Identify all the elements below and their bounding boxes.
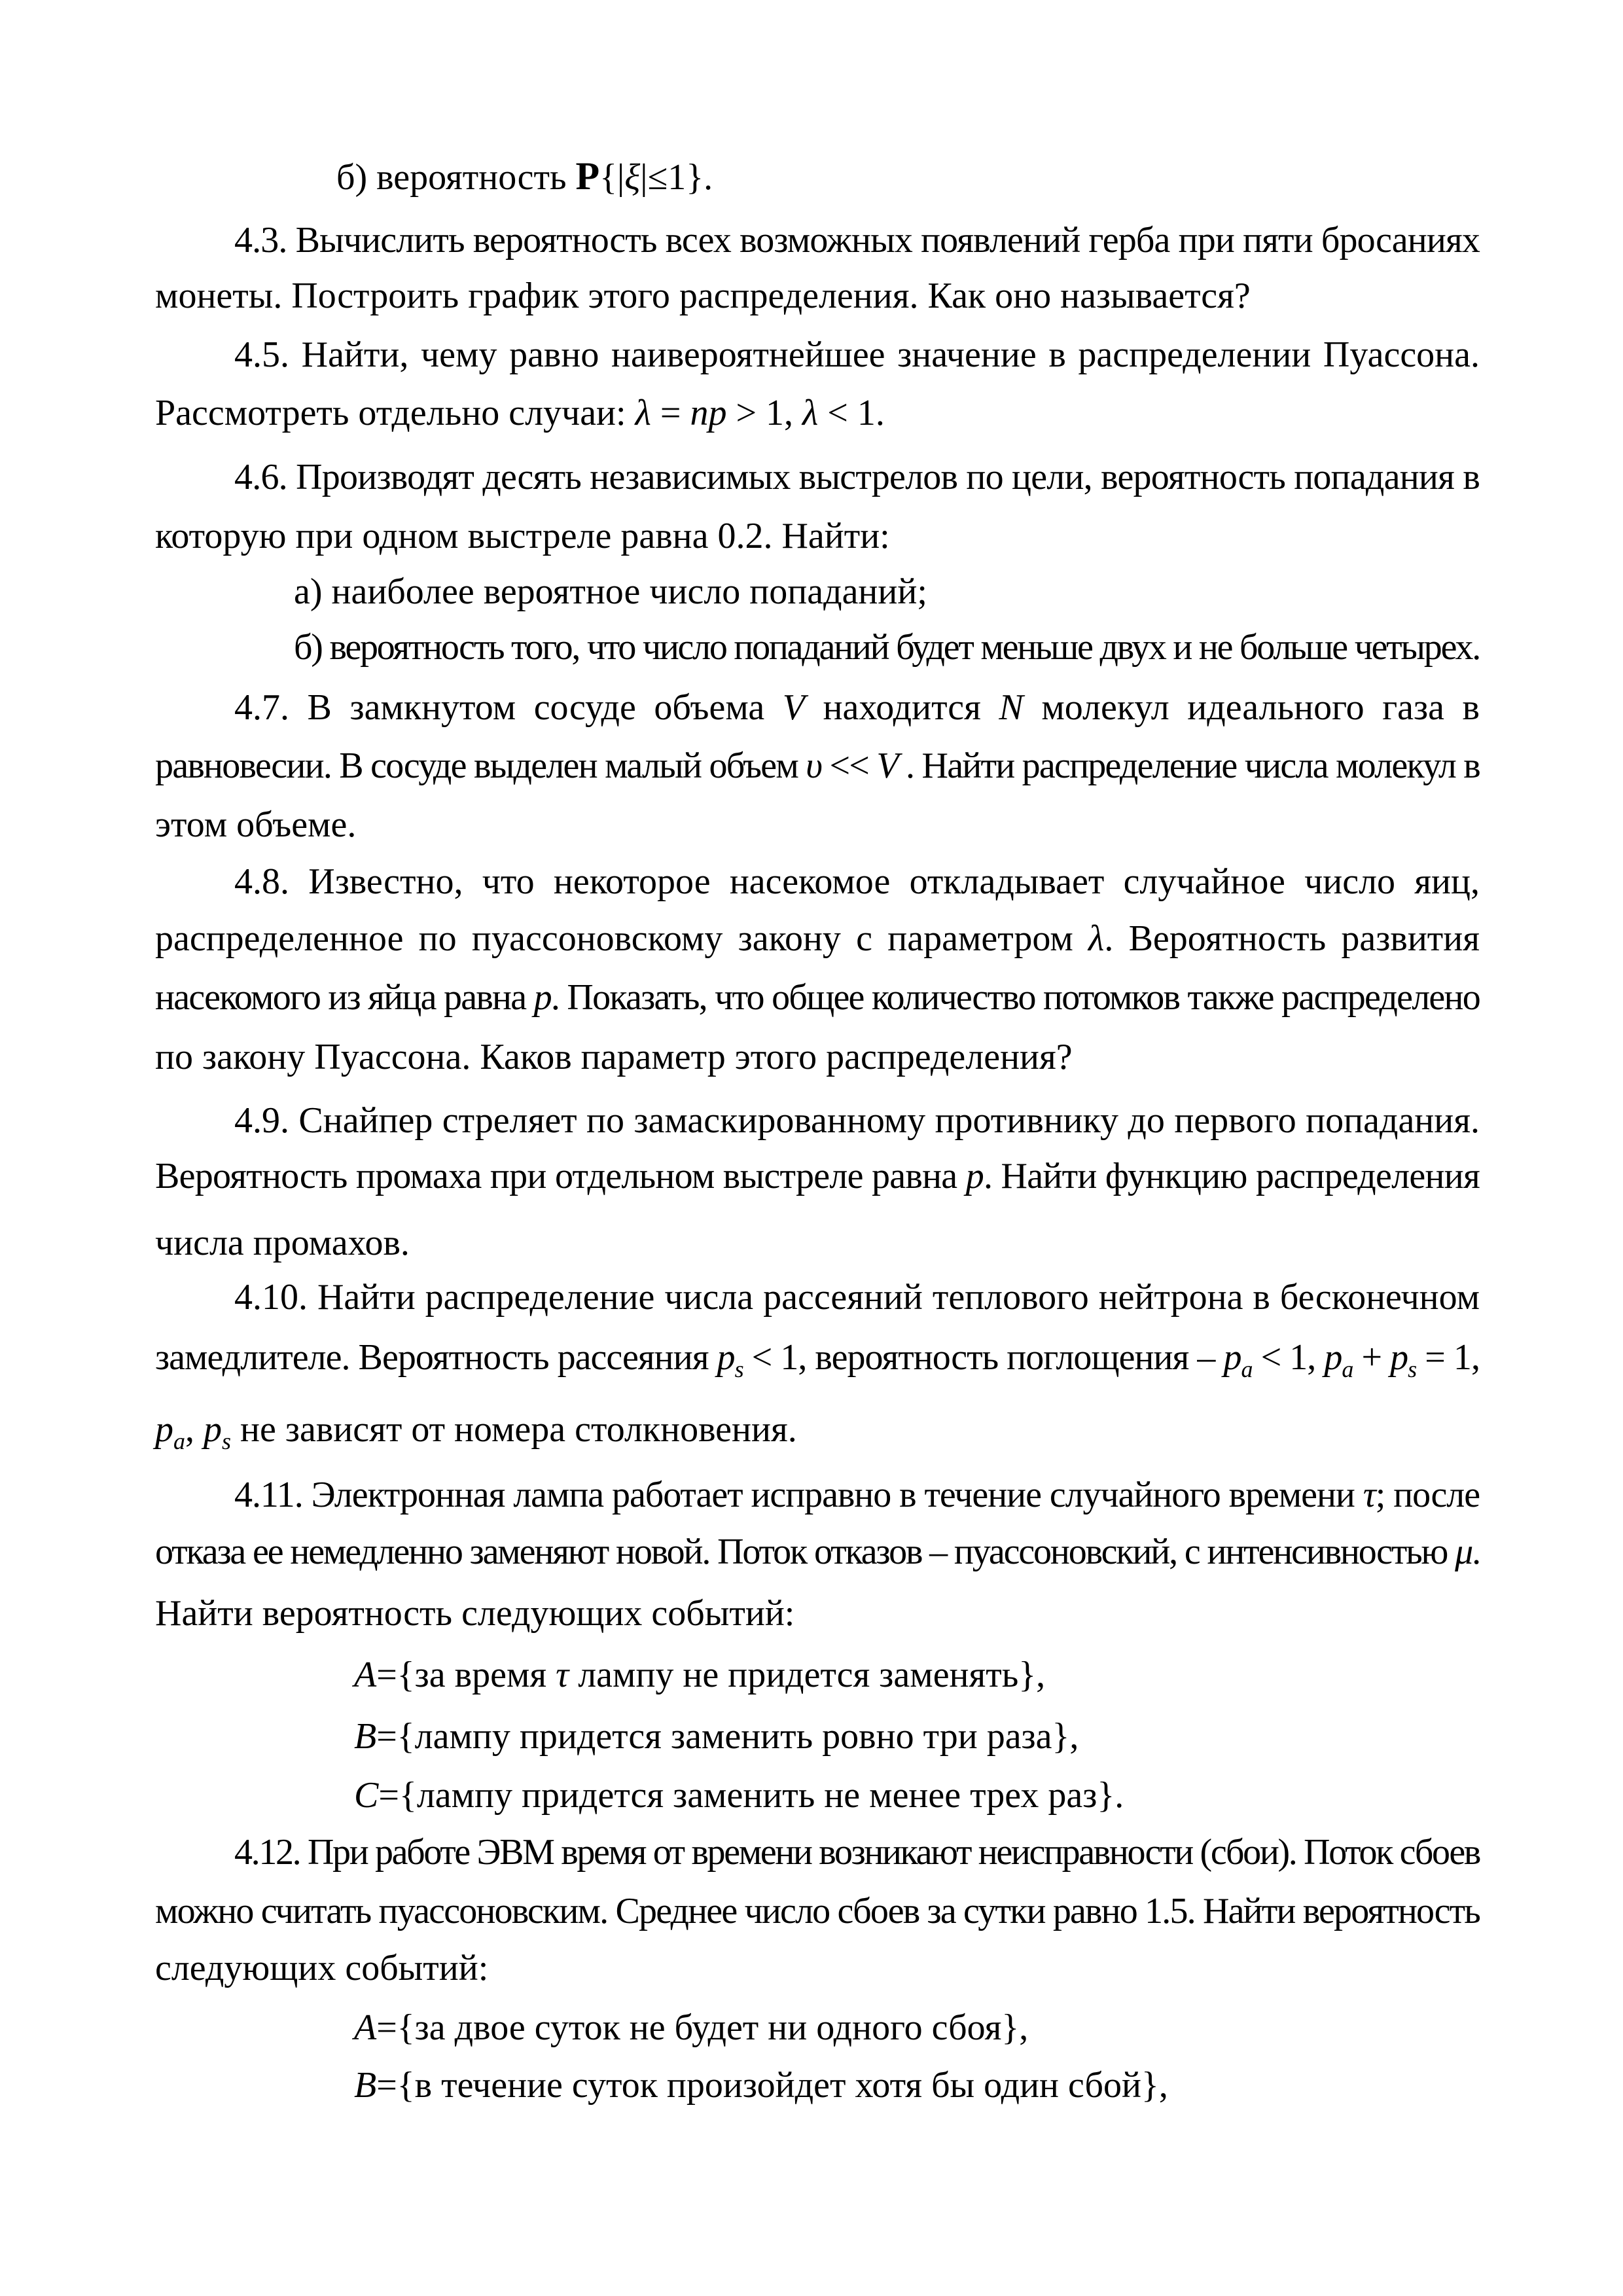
math-symbol: p [965, 1156, 984, 1196]
text-line [155, 802, 1480, 848]
text-line-content [155, 1223, 410, 1263]
text-line [354, 1713, 1480, 1759]
text-line [354, 2062, 1480, 2108]
text-line [336, 154, 1480, 200]
math-symbol: A [354, 1655, 377, 1695]
text-line-content [155, 393, 885, 433]
text-run: 4.5. Найти, чему равно наивероятнейшее значение в распределении Пуассона. [234, 334, 1480, 375]
text-run: > 1, [726, 393, 803, 433]
text-line-content [234, 687, 1480, 728]
text-line-content [155, 1337, 1480, 1382]
text-line-content [155, 918, 1480, 959]
text-run: б) вероятность [336, 157, 576, 198]
text-run: {| [599, 157, 625, 198]
text-run: = 1, [1416, 1337, 1480, 1378]
math-variable [717, 1337, 743, 1382]
text-line-content [234, 861, 1480, 902]
text-line-content [354, 2007, 1028, 2048]
text-run: 4.12. При работе ЭВМ время от времени возникают неисправности (сбои). Поток сбоев [234, 1832, 1480, 1873]
text-run: . Вероятность развития [1104, 918, 1480, 959]
text-line [155, 1945, 1480, 1991]
text-run: монеты. Построить график этого распределения. Как оно называется? [155, 276, 1251, 316]
math-symbol: p [1390, 1337, 1408, 1378]
text-line [234, 217, 1480, 263]
text-line [234, 1829, 1480, 1875]
text-line-content [155, 745, 1480, 786]
text-run: а) наиболее вероятное число попаданий; [294, 571, 927, 612]
text-run: . Найти распределение числа молекул в [897, 745, 1480, 786]
math-subscript: s [734, 1356, 743, 1382]
text-run: Найти вероятность следующих событий: [155, 1593, 795, 1634]
text-run: ; после [1375, 1475, 1480, 1515]
text-line [155, 916, 1480, 961]
math-variable [783, 687, 805, 728]
math-subscript: a [173, 1428, 185, 1454]
text-run: |≤1}. [640, 157, 713, 198]
text-run: = [651, 393, 690, 433]
text-line-content [234, 220, 1480, 260]
text-line-content [294, 627, 1480, 668]
math-symbol: λ [635, 393, 651, 433]
text-run: лампу не придется заменять}, [569, 1655, 1046, 1695]
math-variable [534, 977, 551, 1018]
math-symbol: np [690, 393, 727, 433]
math-variable [966, 1156, 984, 1196]
text-line [155, 1220, 1480, 1266]
text-run: замедлителе. Вероятность рассеяния [155, 1337, 717, 1378]
text-line [155, 1335, 1480, 1380]
text-run: по закону Пуассона. Каков параметр этого распределения? [155, 1037, 1073, 1077]
text-line-content [234, 1475, 1480, 1515]
math-variable [806, 745, 821, 786]
text-line [155, 1888, 1480, 1934]
math-variable [1363, 1475, 1376, 1515]
text-line-content [354, 1775, 1124, 1816]
text-run: 4.7. В замкнутом сосуде объема [234, 687, 783, 728]
math-variable [155, 1409, 185, 1454]
text-line [155, 1590, 1480, 1636]
text-line [155, 1407, 1480, 1452]
math-symbol: A [354, 2007, 377, 2048]
math-symbol: υ [806, 745, 822, 786]
text-line-content [336, 154, 713, 198]
text-line-content [354, 1716, 1079, 1757]
math-symbol: B [354, 1716, 377, 1757]
math-subscript: a [1241, 1356, 1253, 1382]
text-run: . Найти функцию распределения [983, 1156, 1480, 1196]
text-line-content [294, 571, 927, 612]
text-line [294, 624, 1480, 670]
text-line-content [354, 1655, 1045, 1695]
text-run: . [1472, 1532, 1480, 1572]
math-symbol: p [204, 1409, 222, 1450]
math-variable [876, 745, 897, 786]
text-run: следующих событий: [155, 1948, 489, 1988]
text-run: ={в течение суток произойдет хотя бы один сбой}, [376, 2065, 1168, 2106]
text-line-content [155, 1409, 797, 1454]
text-line-content [155, 1037, 1073, 1077]
math-variable [354, 1655, 376, 1695]
text-line [155, 1153, 1480, 1199]
math-symbol: V [876, 745, 898, 786]
text-line-content [155, 1593, 794, 1634]
math-subscript: s [1408, 1356, 1417, 1382]
text-run: которую при одном выстреле равна 0.2. Найти: [155, 516, 890, 556]
text-line [234, 332, 1480, 378]
text-line-content [234, 1832, 1480, 1873]
text-run: 4.11. Электронная лампа работает исправно в течение случайного времени [234, 1475, 1363, 1515]
text-run: б) вероятность того, что число попаданий будет меньше двух и не больше четырех. [294, 627, 1480, 668]
math-variable [1223, 1337, 1253, 1382]
text-line [294, 569, 1480, 615]
math-variable [635, 393, 651, 433]
text-run: 4.6. Производят десять независимых выстрелов по цели, вероятность попадания в [234, 457, 1480, 497]
text-run: можно считать пуассоновским. Среднее число сбоев за сутки равно 1.5. Найти вероятность [155, 1891, 1480, 1931]
text-run: << [821, 745, 877, 786]
text-run: ={лампу придется заменить не менее трех раз}. [378, 1775, 1124, 1816]
text-run: этом объеме. [155, 804, 357, 845]
text-run: равновесии. В сосуде выделен малый объем [155, 745, 806, 786]
text-line [155, 513, 1480, 559]
text-run: числа промахов. [155, 1223, 410, 1263]
math-symbol: μ [1455, 1532, 1472, 1572]
math-variable [1088, 918, 1104, 959]
math-variable [204, 1409, 232, 1454]
text-run: ={за время [376, 1655, 556, 1695]
math-symbol: N [999, 687, 1024, 728]
text-run: распределенное по пуассоновскому закону с параметром [155, 918, 1089, 959]
text-line-content [155, 1532, 1480, 1572]
text-line-content [155, 1156, 1480, 1196]
math-symbol: p [717, 1337, 735, 1378]
text-line [234, 454, 1480, 500]
math-variable [556, 1655, 569, 1695]
text-line-content [155, 516, 890, 556]
text-run: < 1. [818, 393, 885, 433]
text-line [354, 2005, 1480, 2051]
math-variable [354, 2065, 376, 2106]
text-run: ={за двое суток не будет ни одного сбоя}, [376, 2007, 1029, 2048]
text-line-content [155, 276, 1251, 316]
math-subscript: s [222, 1428, 232, 1454]
math-variable [802, 393, 818, 433]
text-line [234, 1098, 1480, 1143]
text-line-content [234, 1277, 1480, 1318]
math-probability-symbol: P [575, 154, 600, 198]
text-run: . Показать, что общее количество потомков также распределено [550, 977, 1480, 1018]
text-line-content [155, 1948, 488, 1988]
math-variable [1324, 1337, 1353, 1382]
math-symbol: p [1324, 1337, 1342, 1378]
text-run: находится [805, 687, 999, 728]
text-run: 4.8. Известно, что некоторое насекомое откладывает случайное число яиц, [234, 861, 1480, 902]
math-symbol: λ [802, 393, 819, 433]
math-variable [354, 1775, 378, 1816]
math-variable [624, 157, 640, 198]
text-line-content [234, 1100, 1480, 1141]
text-line-content [354, 2065, 1168, 2106]
text-run: 4.9. Снайпер стреляет по замаскированному противнику до первого попадания. [234, 1100, 1480, 1141]
text-line-content [155, 804, 356, 845]
text-run: ={лампу придется заменить ровно три раза}, [376, 1716, 1079, 1757]
math-variable [690, 393, 726, 433]
math-symbol: p [155, 1409, 173, 1450]
math-symbol: τ [1363, 1475, 1376, 1515]
math-symbol: p [1223, 1337, 1241, 1378]
math-symbol: B [354, 2065, 377, 2106]
text-line [155, 743, 1480, 789]
text-line [155, 273, 1480, 319]
text-run: < 1, [1252, 1337, 1325, 1378]
math-symbol: ξ [624, 157, 641, 198]
text-run: , [185, 1409, 204, 1450]
text-line [234, 685, 1480, 730]
text-run: насекомого из яйца равна [155, 977, 534, 1018]
text-line [354, 1772, 1480, 1818]
math-variable [354, 2007, 376, 2048]
text-line [155, 390, 1480, 436]
math-symbol: V [782, 687, 806, 728]
text-line-content [155, 1891, 1480, 1931]
text-run: < 1, вероятность поглощения – [743, 1337, 1224, 1378]
text-line-content [234, 334, 1480, 375]
text-run: Рассмотреть отдельно случаи: [155, 393, 635, 433]
text-run: не зависят от номера столкновения. [231, 1409, 797, 1450]
text-line [234, 1274, 1480, 1320]
text-run: молекул идеального газа в [1023, 687, 1480, 728]
text-line [354, 1652, 1480, 1698]
math-variable [354, 1716, 376, 1757]
text-run: 4.3. Вычислить вероятность всех возможных появлений герба при пяти бросаниях [234, 220, 1480, 260]
text-line-content [155, 977, 1480, 1018]
text-line [234, 1472, 1480, 1518]
text-line [155, 1034, 1480, 1080]
text-line-content [234, 457, 1480, 497]
text-run: 4.10. Найти распределение числа рассеяний теплового нейтрона в бесконечном [234, 1277, 1480, 1318]
text-line [234, 859, 1480, 905]
math-variable [1390, 1337, 1417, 1382]
text-run: + [1353, 1337, 1391, 1378]
text-line [155, 975, 1480, 1020]
math-symbol: τ [556, 1655, 569, 1695]
math-symbol: C [354, 1775, 379, 1816]
math-variable [1455, 1532, 1472, 1572]
math-variable [999, 687, 1023, 728]
math-subscript: a [1342, 1356, 1353, 1382]
text-line [155, 1529, 1480, 1575]
text-run: отказа ее немедленно заменяют новой. Поток отказов – пуассоновский, с интенсивностью [155, 1532, 1455, 1572]
math-symbol: λ [1088, 918, 1105, 959]
math-symbol: p [533, 977, 551, 1018]
text-run: Вероятность промаха при отдельном выстреле равна [155, 1156, 966, 1196]
